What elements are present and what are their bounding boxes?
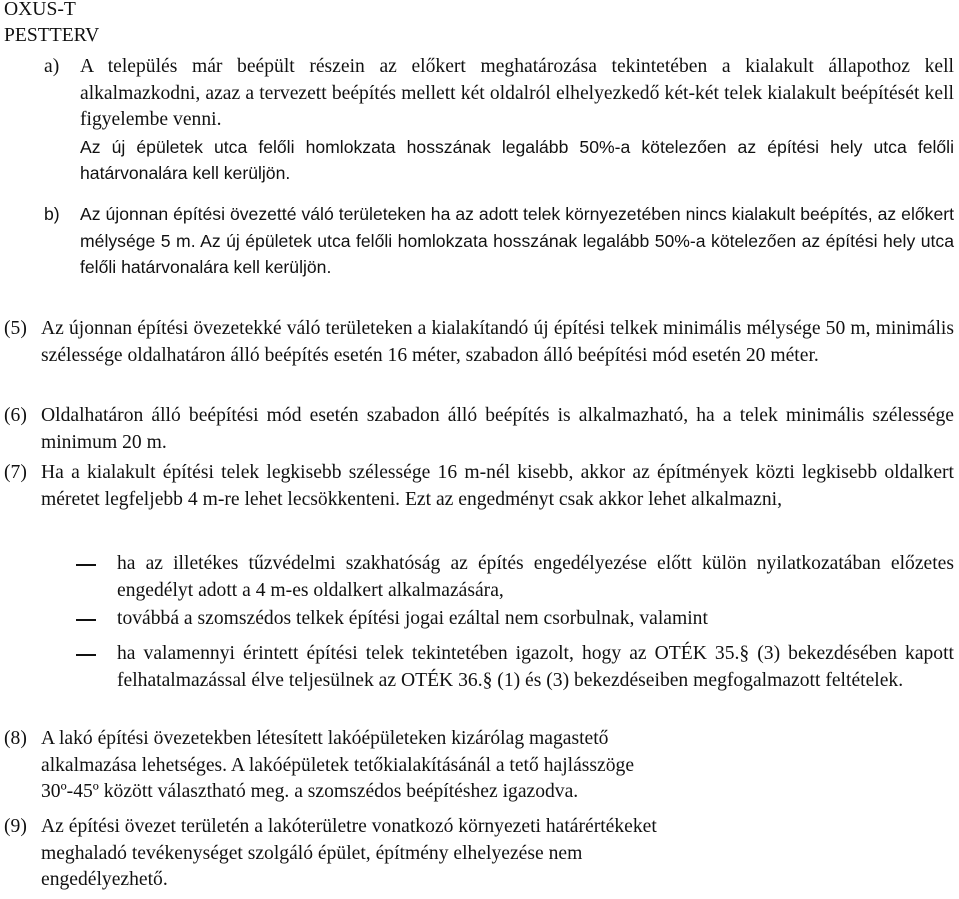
paragraph-8-line-1: A lakó építési övezetekben létesített lakóépületeken kizárólag magastető: [41, 728, 609, 749]
item-b-text: Az újonnan építési övezetté váló területeken ha az adott telek környezetében nincs kialakult beépítés, az előkert mélysége 5 m. Az új épületek utca felőli homlokzata hosszának legalább 50%-a kötelezően az építési hely utca felőli határvonalára kell kerüljön.: [80, 204, 954, 278]
header-line-2: PESTTERV: [4, 25, 100, 46]
paragraph-9-line-1: Az építési övezet területén a lakóterületre vonatkozó környezeti határértékeket: [41, 816, 657, 837]
paragraph-6-marker: (6): [4, 405, 27, 426]
paragraph-8-line-3: 30º-45º között választható meg. a szomszédos beépítéshez igazodva.: [41, 781, 579, 803]
item-b: [44, 201, 954, 281]
paragraph-5-text: Az újonnan építési övezetekké váló területeken a kialakítandó új építési telkek minimális mélysége 50 m, minimális szélessége oldalhatáron álló beépítés esetén 16 méter, szabadon álló beépítési mód esetén 20 méter.: [41, 318, 954, 366]
paragraph-6-text: Oldalhatáron álló beépítési mód esetén szabadon álló beépítés is alkalmazható, ha a telek minimális szélessége minimum 20 m.: [41, 405, 954, 453]
paragraph-9-line-2: meghaladó tevékenységet szolgáló épület, építmény elhelyezése nem: [41, 842, 583, 864]
paragraph-5: [4, 316, 954, 369]
paragraph-9-line-3: engedélyezhető.: [41, 869, 168, 891]
paragraph-7: [4, 460, 954, 513]
dash-bullet: [76, 564, 96, 566]
paragraph-9-marker: (9): [4, 816, 27, 837]
paragraph-7-text: Ha a kialakult építési telek legkisebb szélessége 16 m-nél kisebb, akkor az építmények közti legkisebb oldalkert méretet legfeljebb 4 m-re lehet lecsökkenteni. Ezt az engedményt csak akkor lehet alkalmazni,: [41, 462, 954, 510]
condition-item-2: [76, 606, 954, 633]
item-b-marker: b): [44, 204, 60, 224]
condition-item-3-text: ha valamennyi érintett építési telek tekintetében igazolt, hogy az OTÉK 35.§ (3) bekezdésében kapott felhatalmazással élve teljesülnek az OTÉK 36.§ (1) és (3) bekezdéseiben megfogalmazott feltételek.: [117, 643, 954, 691]
item-a-marker: a): [44, 56, 60, 77]
condition-item-1-text: ha az illetékes tűzvédelmi szakhatóság az építés engedélyezése előtt külön nyilatkozatában előzetes engedélyt adott a 4 m-es oldalkert alkalmazására,: [117, 553, 954, 601]
condition-item-3: [76, 641, 954, 694]
paragraph-8-line-2: alkalmazása lehetséges. A lakóépületek tetőkialakításánál a tető hajlásszöge: [41, 754, 635, 776]
item-a-text-1: A település már beépült részein az előkert meghatározása tekintetében a kialakult állapothoz kell alkalmazkodni, azaz a tervezett beépítés mellett két oldalról elhelyezkedő két-két telek kialakult beépítését kell figyelembe venni.: [80, 56, 954, 131]
paragraph-7-marker: (7): [4, 462, 27, 483]
dash-bullet: [76, 654, 96, 656]
header-line-1: OXUS-T: [4, 0, 76, 20]
paragraph-5-marker: (5): [4, 318, 27, 339]
condition-item-2-text: továbbá a szomszédos telkek építési jogai ezáltal nem csorbulnak, valamint: [117, 608, 708, 629]
paragraph-8: [4, 726, 954, 806]
condition-item-1: [76, 551, 954, 604]
item-a-text-2: Az új épületek utca felőli homlokzata hosszának legalább 50%-a kötelezően az építési hely utca felőli határvonalára kell kerüljön.: [80, 136, 954, 184]
dash-bullet: [76, 619, 96, 621]
paragraph-6: [4, 403, 954, 456]
paragraph-9: [4, 814, 954, 894]
paragraph-8-marker: (8): [4, 728, 27, 749]
item-a: [44, 54, 954, 187]
